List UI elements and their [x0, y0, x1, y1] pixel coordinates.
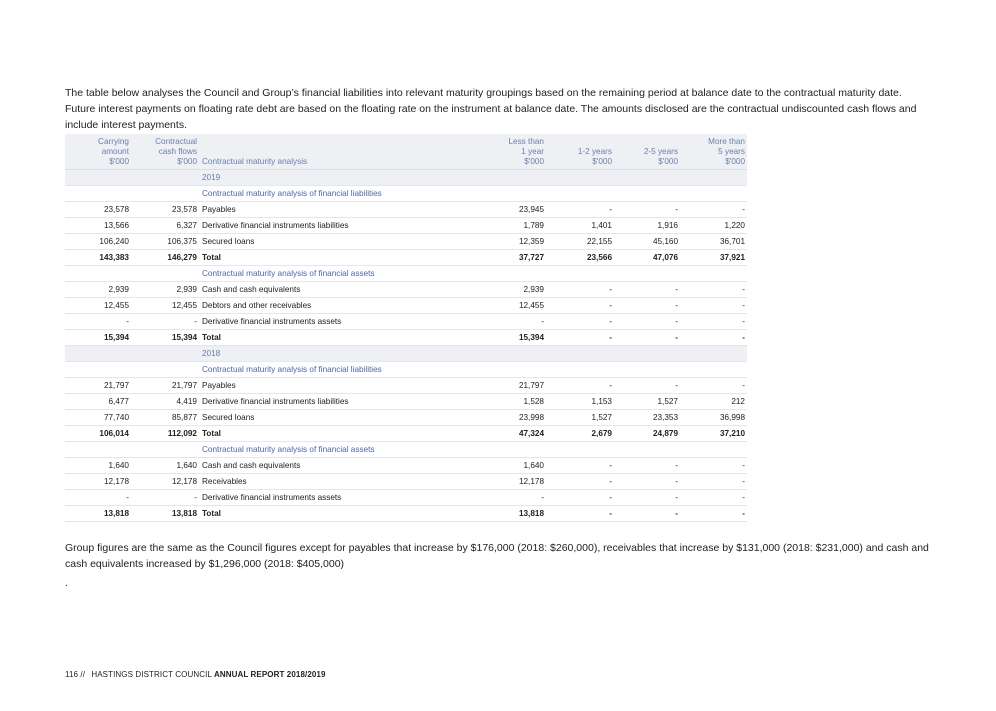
cell-label: Contractual maturity analysis of financial liabilities: [199, 186, 499, 202]
cell-mt5: 212: [680, 394, 747, 410]
cell-carrying: [65, 266, 131, 282]
cell-lt1: [499, 170, 546, 186]
cell-label: Derivative financial instruments liabilities: [199, 218, 499, 234]
cell-y12: -: [546, 330, 614, 346]
cell-mt5: -: [680, 458, 747, 474]
header-less-than-1-year: Less than 1 year $'000: [499, 134, 546, 170]
cell-carrying: 143,383: [65, 250, 131, 266]
intro-paragraph: The table below analyses the Council and Group’s financial liabilities into relevant maturity groupings based on the remaining period at balance date to the contractual maturity date. Future interest payments on floating rate debt are based on the floating rate on the instrument at balance date. The amounts disclosed are the contractual undiscounted cash flows and include interest payments.: [65, 87, 917, 131]
cell-mt5: -: [680, 202, 747, 218]
cell-label: Total: [199, 250, 499, 266]
cell-mt5: [680, 186, 747, 202]
cell-carrying: 21,797: [65, 378, 131, 394]
cell-lt1: 12,359: [499, 234, 546, 250]
cell-mt5: -: [680, 378, 747, 394]
cell-mt5: [680, 170, 747, 186]
cell-y12: [546, 346, 614, 362]
cell-y25: [614, 186, 680, 202]
cell-contractual: 23,578: [131, 202, 199, 218]
cell-y25: 45,160: [614, 234, 680, 250]
cell-label: Debtors and other receivables: [199, 298, 499, 314]
cell-y25: 23,353: [614, 410, 680, 426]
cell-contractual: 4,419: [131, 394, 199, 410]
cell-y25: -: [614, 202, 680, 218]
cell-lt1: 15,394: [499, 330, 546, 346]
cell-y25: -: [614, 506, 680, 522]
cell-y25: [614, 346, 680, 362]
cell-label: 2018: [199, 346, 499, 362]
cell-lt1: 1,789: [499, 218, 546, 234]
cell-y12: -: [546, 490, 614, 506]
cell-lt1: 13,818: [499, 506, 546, 522]
cell-label: Receivables: [199, 474, 499, 490]
cell-carrying: [65, 186, 131, 202]
cell-contractual: 6,327: [131, 218, 199, 234]
header-analysis: Contractual maturity analysis: [199, 134, 499, 170]
header-2-5-years: 2-5 years $'000: [614, 134, 680, 170]
cell-mt5: -: [680, 314, 747, 330]
cell-mt5: 1,220: [680, 218, 747, 234]
cell-carrying: 23,578: [65, 202, 131, 218]
cell-y25: -: [614, 298, 680, 314]
cell-y12: 1,401: [546, 218, 614, 234]
cell-lt1: -: [499, 314, 546, 330]
section-heading-row: [65, 442, 747, 458]
cell-label: Derivative financial instruments liabilities: [199, 394, 499, 410]
table-row: [65, 410, 747, 426]
table-row: [65, 458, 747, 474]
cell-lt1: 12,178: [499, 474, 546, 490]
cell-contractual: [131, 170, 199, 186]
cell-mt5: -: [680, 330, 747, 346]
cell-contractual: [131, 362, 199, 378]
stray-period: .: [65, 578, 68, 589]
cell-contractual: [131, 186, 199, 202]
cell-carrying: 77,740: [65, 410, 131, 426]
cell-y12: -: [546, 458, 614, 474]
cell-contractual: 13,818: [131, 506, 199, 522]
cell-label: Secured loans: [199, 410, 499, 426]
cell-mt5: [680, 362, 747, 378]
table-row: [65, 490, 747, 506]
cell-contractual: -: [131, 314, 199, 330]
cell-y25: [614, 442, 680, 458]
cell-y12: -: [546, 474, 614, 490]
cell-label: Contractual maturity analysis of financial liabilities: [199, 362, 499, 378]
cell-y12: -: [546, 314, 614, 330]
cell-label: Derivative financial instruments assets: [199, 490, 499, 506]
cell-carrying: 15,394: [65, 330, 131, 346]
cell-carrying: -: [65, 490, 131, 506]
cell-lt1: [499, 346, 546, 362]
cell-contractual: -: [131, 490, 199, 506]
cell-y12: 2,679: [546, 426, 614, 442]
table-row: [65, 314, 747, 330]
cell-contractual: 106,375: [131, 234, 199, 250]
cell-y25: -: [614, 458, 680, 474]
total-row: [65, 250, 747, 266]
cell-carrying: [65, 170, 131, 186]
cell-label: Payables: [199, 202, 499, 218]
cell-label: Total: [199, 506, 499, 522]
cell-y25: -: [614, 490, 680, 506]
cell-mt5: -: [680, 474, 747, 490]
cell-mt5: -: [680, 282, 747, 298]
footer-org: HASTINGS DISTRICT COUNCIL: [91, 670, 212, 679]
cell-carrying: 6,477: [65, 394, 131, 410]
year-row: [65, 346, 747, 362]
cell-label: Derivative financial instruments assets: [199, 314, 499, 330]
cell-lt1: 1,528: [499, 394, 546, 410]
header-contractual-cash-flows: Contractual cash flows $'000: [131, 134, 199, 170]
cell-lt1: [499, 186, 546, 202]
maturity-analysis-table: [65, 134, 747, 522]
cell-lt1: 12,455: [499, 298, 546, 314]
cell-y25: -: [614, 314, 680, 330]
cell-y12: [546, 362, 614, 378]
cell-carrying: -: [65, 314, 131, 330]
cell-contractual: 21,797: [131, 378, 199, 394]
cell-contractual: [131, 266, 199, 282]
cell-carrying: 12,455: [65, 298, 131, 314]
cell-carrying: 13,818: [65, 506, 131, 522]
cell-lt1: 23,945: [499, 202, 546, 218]
table-row: [65, 394, 747, 410]
cell-label: 2019: [199, 170, 499, 186]
cell-carrying: 2,939: [65, 282, 131, 298]
cell-contractual: 2,939: [131, 282, 199, 298]
cell-lt1: [499, 266, 546, 282]
cell-label: Total: [199, 330, 499, 346]
table-row: [65, 234, 747, 250]
cell-lt1: -: [499, 490, 546, 506]
cell-y12: [546, 170, 614, 186]
cell-mt5: 36,998: [680, 410, 747, 426]
page-footer: [65, 670, 326, 679]
section-heading-row: [65, 362, 747, 378]
cell-label: Secured loans: [199, 234, 499, 250]
cell-mt5: 36,701: [680, 234, 747, 250]
cell-label: Payables: [199, 378, 499, 394]
cell-lt1: [499, 442, 546, 458]
cell-y12: -: [546, 298, 614, 314]
table-row: [65, 202, 747, 218]
cell-carrying: 13,566: [65, 218, 131, 234]
cell-carrying: [65, 346, 131, 362]
section-heading-row: [65, 266, 747, 282]
year-row: [65, 170, 747, 186]
cell-y12: -: [546, 202, 614, 218]
cell-mt5: [680, 346, 747, 362]
cell-label: Cash and cash equivalents: [199, 282, 499, 298]
cell-carrying: 106,240: [65, 234, 131, 250]
cell-carrying: 1,640: [65, 458, 131, 474]
cell-mt5: 37,210: [680, 426, 747, 442]
cell-contractual: 146,279: [131, 250, 199, 266]
total-row: [65, 330, 747, 346]
cell-label: Contractual maturity analysis of financial assets: [199, 442, 499, 458]
cell-carrying: 106,014: [65, 426, 131, 442]
cell-y25: -: [614, 330, 680, 346]
footer-report-title: ANNUAL REPORT 2018/2019: [213, 670, 326, 679]
cell-y25: [614, 266, 680, 282]
cell-lt1: 2,939: [499, 282, 546, 298]
header-carrying-amount: Carrying amount $'000: [65, 134, 131, 170]
cell-y12: 1,527: [546, 410, 614, 426]
cell-y25: [614, 170, 680, 186]
group-figures-note: Group figures are the same as the Council figures except for payables that increase by $176,000 (2018: $260,000), receivables that increase by $131,000 (2018: $231,000) and cash and cash equivalents increased by $1,296,000 (2018: $405,000): [65, 542, 929, 570]
cell-lt1: 37,727: [499, 250, 546, 266]
table-row: [65, 378, 747, 394]
cell-mt5: [680, 266, 747, 282]
cell-contractual: [131, 346, 199, 362]
cell-mt5: -: [680, 298, 747, 314]
cell-y25: -: [614, 474, 680, 490]
page-number: 116 //: [65, 670, 86, 679]
cell-contractual: 15,394: [131, 330, 199, 346]
cell-y12: -: [546, 506, 614, 522]
table-header: [65, 134, 747, 170]
cell-contractual: 85,877: [131, 410, 199, 426]
cell-label: Cash and cash equivalents: [199, 458, 499, 474]
total-row: [65, 506, 747, 522]
cell-mt5: 37,921: [680, 250, 747, 266]
cell-y12: [546, 266, 614, 282]
table-row: [65, 282, 747, 298]
cell-contractual: 12,178: [131, 474, 199, 490]
cell-y12: -: [546, 282, 614, 298]
cell-lt1: 23,998: [499, 410, 546, 426]
cell-y12: 23,566: [546, 250, 614, 266]
maturity-table-container: [65, 134, 747, 522]
table-row: [65, 218, 747, 234]
cell-y25: 1,527: [614, 394, 680, 410]
cell-y25: 47,076: [614, 250, 680, 266]
header-more-than-5-years: More than 5 years $'000: [680, 134, 747, 170]
cell-y12: [546, 442, 614, 458]
cell-lt1: 47,324: [499, 426, 546, 442]
cell-y25: -: [614, 378, 680, 394]
cell-y12: 1,153: [546, 394, 614, 410]
table-row: [65, 298, 747, 314]
cell-y25: 1,916: [614, 218, 680, 234]
cell-y12: -: [546, 378, 614, 394]
cell-y12: 22,155: [546, 234, 614, 250]
cell-contractual: 112,092: [131, 426, 199, 442]
section-heading-row: [65, 186, 747, 202]
cell-contractual: 12,455: [131, 298, 199, 314]
cell-lt1: [499, 362, 546, 378]
cell-lt1: 1,640: [499, 458, 546, 474]
cell-mt5: -: [680, 506, 747, 522]
cell-mt5: -: [680, 490, 747, 506]
header-1-2-years: 1-2 years $'000: [546, 134, 614, 170]
cell-contractual: [131, 442, 199, 458]
cell-y25: 24,879: [614, 426, 680, 442]
cell-y12: [546, 186, 614, 202]
cell-carrying: 12,178: [65, 474, 131, 490]
cell-carrying: [65, 362, 131, 378]
cell-mt5: [680, 442, 747, 458]
cell-carrying: [65, 442, 131, 458]
cell-y25: -: [614, 282, 680, 298]
cell-label: Total: [199, 426, 499, 442]
total-row: [65, 426, 747, 442]
cell-lt1: 21,797: [499, 378, 546, 394]
cell-label: Contractual maturity analysis of financial assets: [199, 266, 499, 282]
cell-contractual: 1,640: [131, 458, 199, 474]
cell-y25: [614, 362, 680, 378]
table-body: [65, 170, 747, 522]
table-row: [65, 474, 747, 490]
